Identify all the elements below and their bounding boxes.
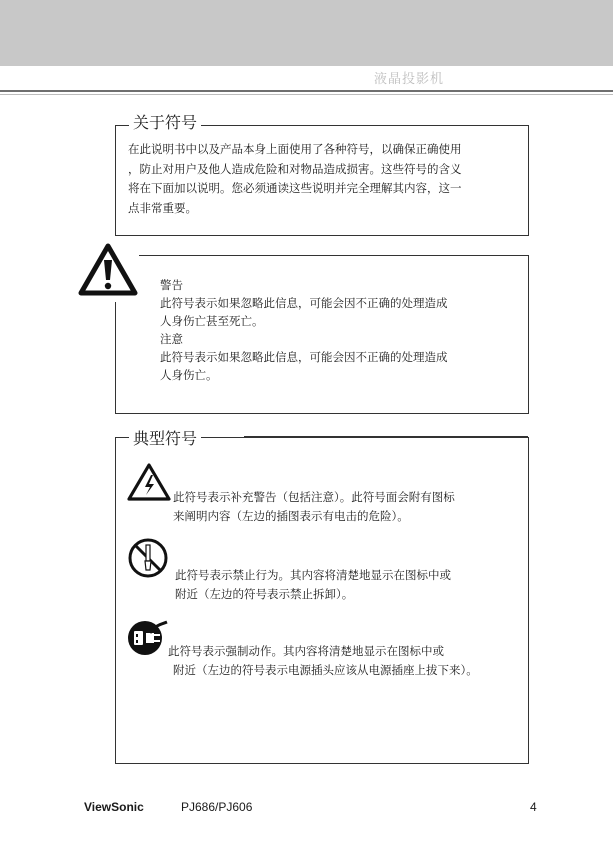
unplug-power-icon (125, 618, 169, 662)
symbol-item (173, 488, 455, 526)
header-title: 液晶投影机 (374, 72, 445, 87)
symbol-item (168, 642, 478, 680)
about-line: 在此说明书中以及产品本身上面使用了各种符号，以确保正确使用 (128, 142, 462, 156)
page-number: 4 (530, 800, 537, 814)
symbol-line: 来阐明内容（左边的插图表示有电击的危险）。 (173, 509, 409, 523)
no-disassembly-icon (127, 537, 169, 583)
footer-model: PJ686/PJ606 (181, 800, 253, 814)
about-title: 关于符号 (129, 110, 201, 133)
caution-line: 此符号表示如果忽略此信息，可能会因不正确的处理造成 (160, 350, 448, 364)
footer-brand: ViewSonic (84, 800, 144, 814)
warning-label: 警告 (160, 278, 183, 292)
typical-title: 典型符号 (129, 426, 201, 449)
header-rule-thin (0, 94, 613, 95)
warning-triangle-icon (77, 242, 139, 302)
warning-text (160, 276, 448, 384)
about-line: ，防止对用户及他人造成危险和对物品造成损害。这些符号的含义 (128, 161, 462, 176)
header-band (0, 0, 613, 66)
symbol-line: 此符号表示禁止行为。其内容将清楚地显示在图标中或 (175, 568, 451, 582)
symbol-line: 此符号表示强制动作。其内容将清楚地显示在图标中或 (168, 644, 444, 658)
symbol-item (175, 566, 451, 604)
caution-line: 人身伤亡。 (160, 368, 218, 382)
caution-label: 注意 (160, 332, 183, 346)
symbol-line: 附近（左边的符号表示电源插头应该从电源插座上拔下来）。 (173, 663, 478, 677)
symbol-line: 此符号表示补充警告（包括注意）。此符号面会附有图标 (173, 490, 455, 504)
warning-line: 人身伤亡甚至死亡。 (160, 314, 264, 328)
about-line: 点非常重要。 (128, 200, 197, 215)
about-line: 将在下面加以说明。您必须通读这些说明并完全理解其内容，这一 (128, 181, 462, 195)
about-text (128, 140, 462, 218)
electric-shock-warning-icon (126, 462, 172, 506)
symbol-line: 附近（左边的符号表示禁止拆卸）。 (175, 587, 354, 601)
header-rule (0, 90, 613, 92)
warning-line: 此符号表示如果忽略此信息，可能会因不正确的处理造成 (160, 296, 448, 310)
typical-title-line (244, 436, 528, 437)
